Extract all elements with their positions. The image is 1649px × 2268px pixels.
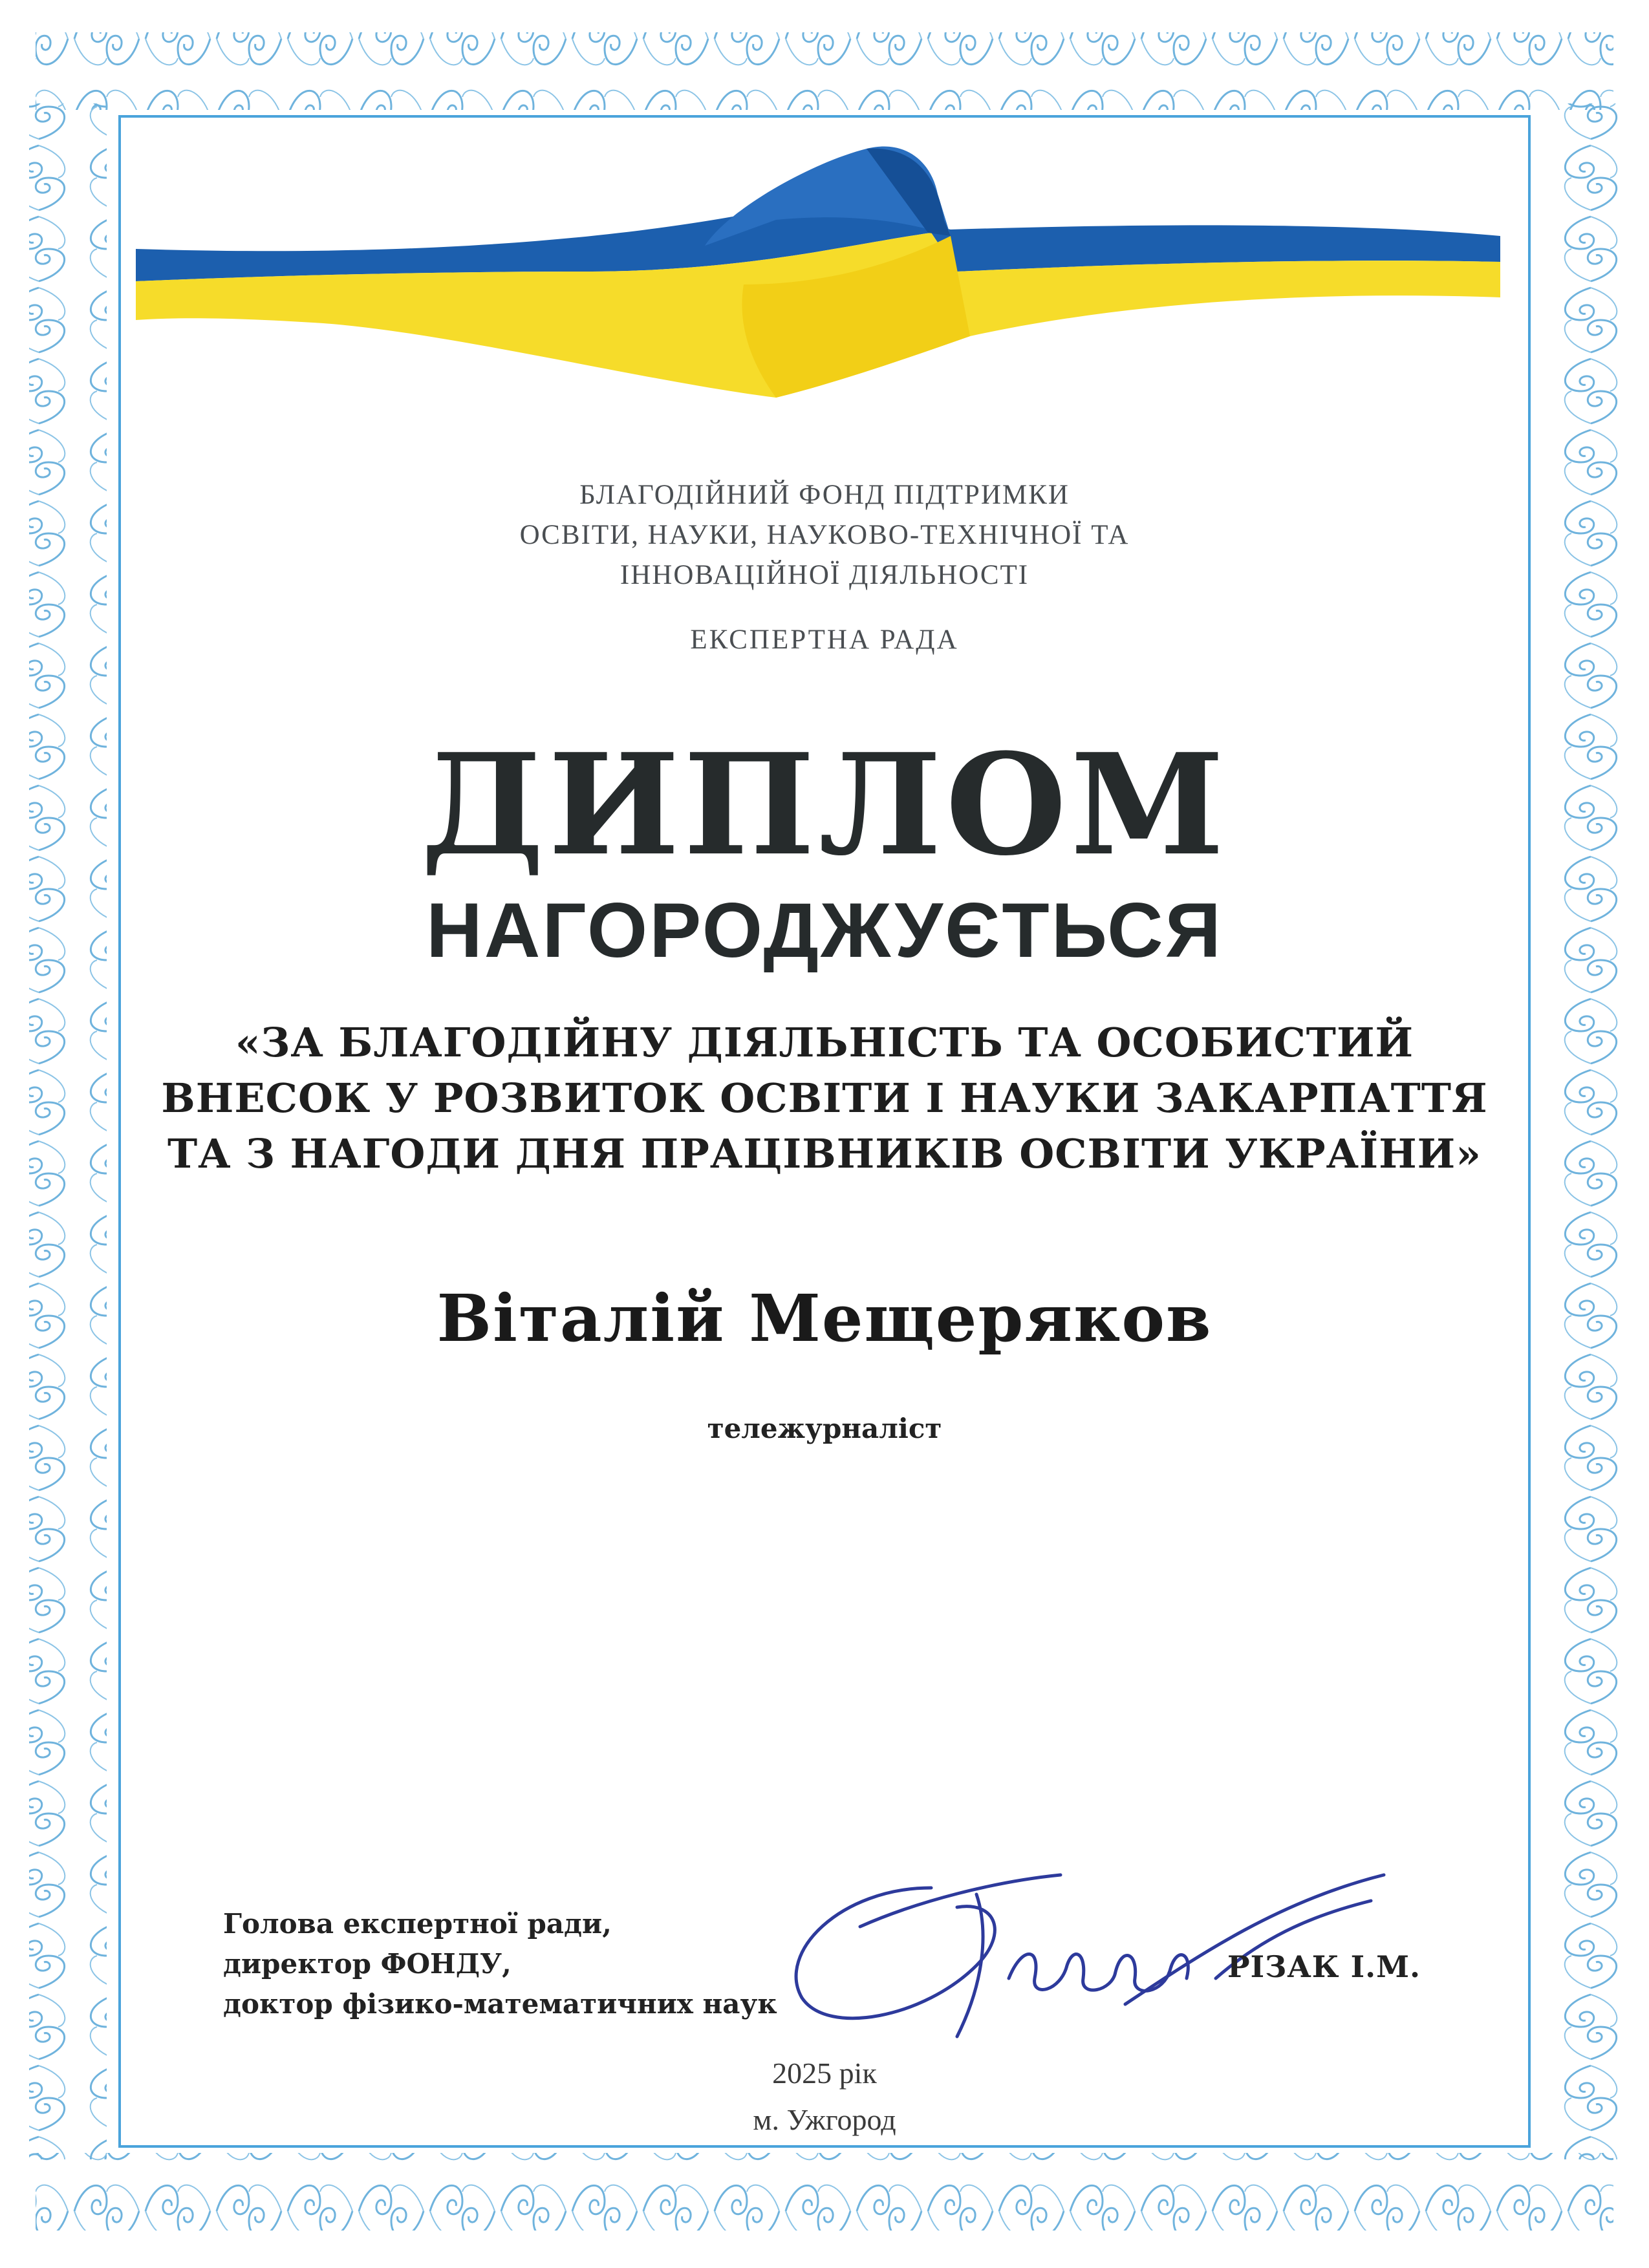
organization-line: ІННОВАЦІЙНОЇ ДІЯЛЬНОСТІ [620,560,1029,590]
diploma-title: ДИПЛОМ [420,723,1229,886]
award-reason-line: «ЗА БЛАГОДІЙНУ ДІЯЛЬНІСТЬ ТА ОСОБИСТИЙ [235,1019,1414,1066]
recipient-name: Віталій Мещеряков [436,1280,1212,1356]
signatory-name: РІЗАК І.М. [1227,1949,1421,1984]
issue-year: 2025 рік [772,2057,877,2090]
signatory-title-line: доктор фізико-математичних наук [223,1988,777,2020]
organization-name [0,475,1649,595]
award-reason-line: ВНЕСОК У РОЗВИТОК ОСВІТИ І НАУКИ ЗАКАРПАТТЯ [161,1075,1488,1122]
signatory-title-line: Голова експертної ради, [223,1908,612,1940]
organization-line: ОСВІТИ, НАУКИ, НАУКОВО-ТЕХНІЧНОЇ ТА [519,520,1130,550]
signatory-title-line: директор ФОНДУ, [223,1948,512,1980]
award-reason [0,1015,1649,1182]
recipient-profession: тележурналіст [707,1413,942,1444]
organization-line: БЛАГОДІЙНИЙ ФОНД ПІДТРИМКИ [579,480,1070,510]
award-reason-line: ТА З НАГОДИ ДНЯ ПРАЦІВНИКІВ ОСВІТИ УКРАЇНИ» [167,1130,1482,1177]
issue-city: м. Ужгород [753,2103,896,2136]
ukrainian-flag-ribbon-icon [0,0,1649,453]
signatory-title [223,1904,777,2024]
council-name: ЕКСПЕРТНА РАДА [690,625,959,655]
awarded-label: НАГОРОДЖУЄТЬСЯ [426,887,1223,974]
